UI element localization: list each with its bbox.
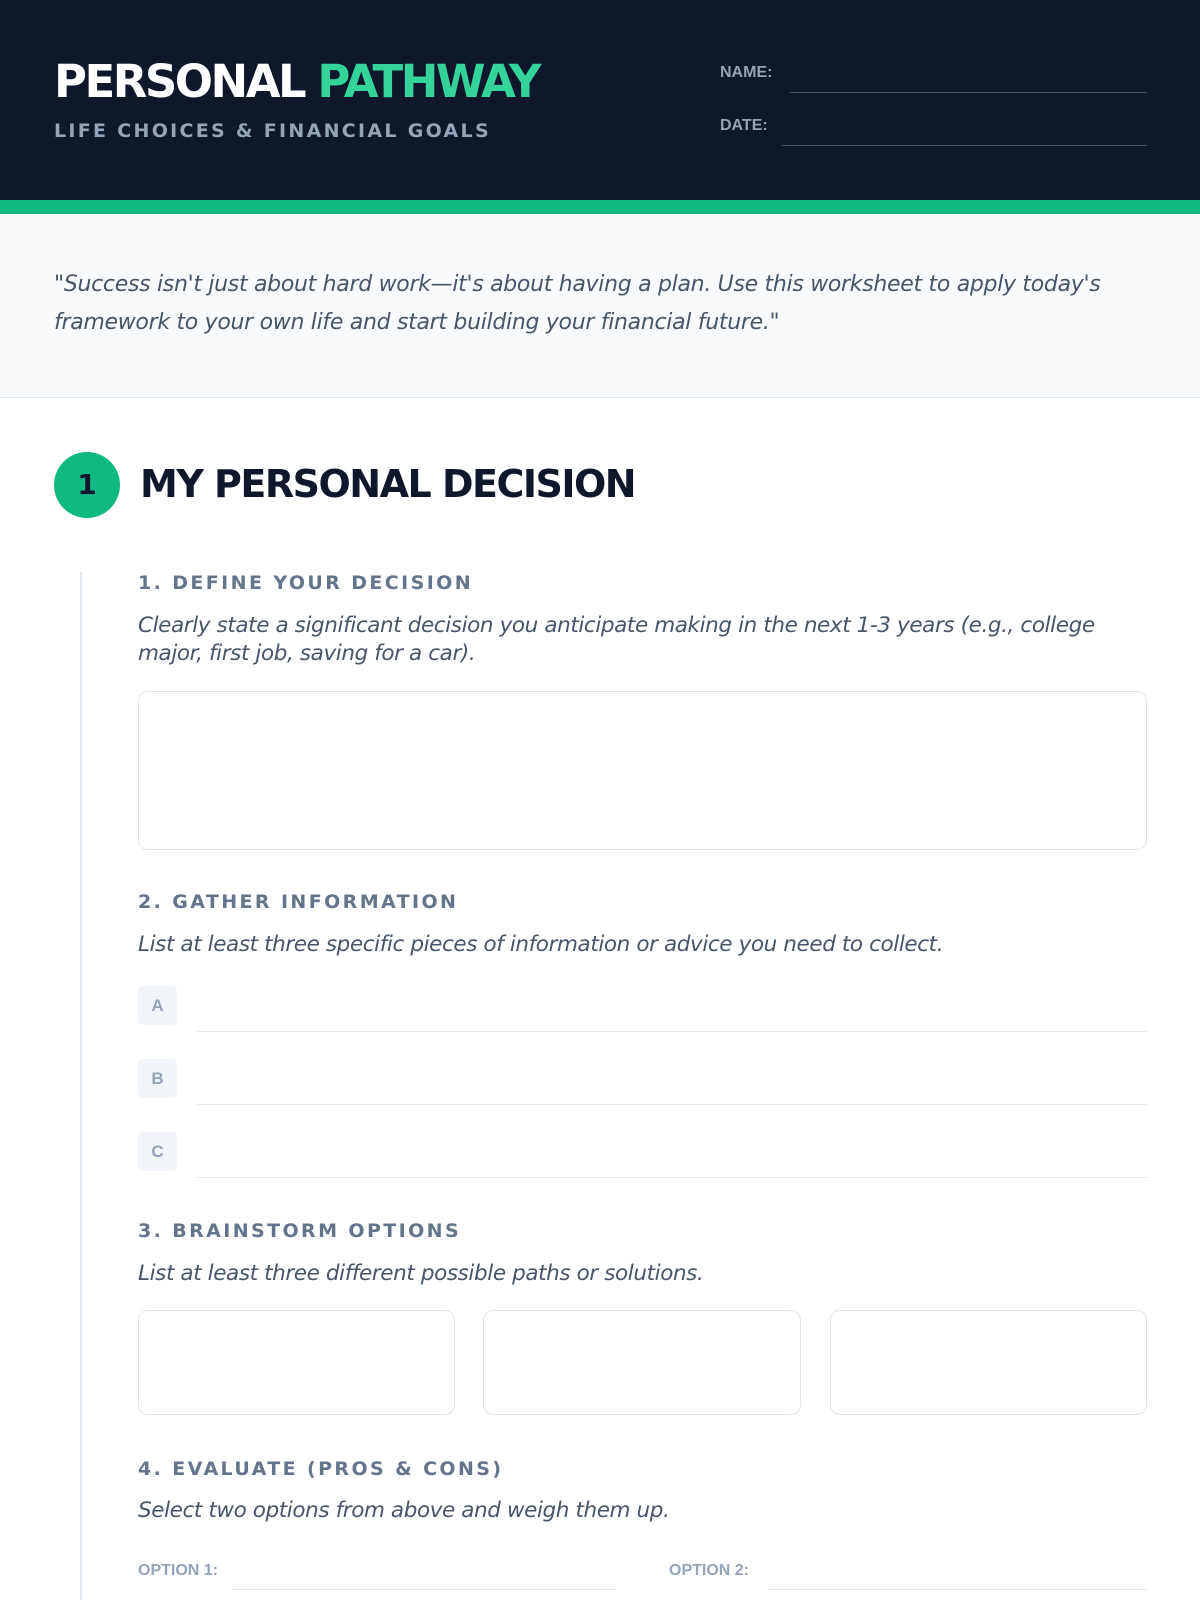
intro-quote: "Success isn't just about hard work—it's about having a plan. Use this worksheet to apply today's framework to your own life and start building your financial future.": [54, 272, 1101, 335]
name-field[interactable]: [790, 92, 1147, 93]
info-item-c-field[interactable]: [197, 1177, 1147, 1178]
option-box-3[interactable]: [830, 1310, 1147, 1415]
option-box-2[interactable]: [483, 1310, 801, 1415]
option-1-field[interactable]: [232, 1589, 616, 1590]
accent-stripe: [0, 200, 1200, 214]
section-rule: [80, 572, 82, 1600]
question-4-label: 4. EVALUATE (PROS & CONS): [138, 1458, 504, 1480]
date-field[interactable]: [782, 145, 1147, 146]
question-4-description: Select two options from above and weigh them up.: [138, 1498, 670, 1523]
question-2-label: 2. GATHER INFORMATION: [138, 891, 459, 913]
section-title: MY PERSONAL DECISION: [140, 462, 636, 506]
question-1-label: 1. DEFINE YOUR DECISION: [138, 572, 474, 594]
decision-answer-box[interactable]: [138, 691, 1147, 850]
title-part-pathway: PATHWAY: [317, 55, 540, 108]
question-1-description: Clearly state a significant decision you anticipate making in the next 1-3 years (e.g., college major, first job, saving for a car).: [138, 613, 1095, 666]
worksheet-header: [0, 0, 1200, 200]
option-box-1[interactable]: [138, 1310, 455, 1415]
question-3-description: List at least three different possible paths or solutions.: [138, 1261, 704, 1286]
title-part-personal: PERSONAL: [54, 55, 305, 108]
question-2-description: List at least three specific pieces of information or advice you need to collect.: [138, 932, 944, 957]
question-3-label: 3. BRAINSTORM OPTIONS: [138, 1220, 462, 1242]
option-1-label: OPTION 1:: [138, 1562, 219, 1579]
name-label: NAME:: [720, 64, 773, 81]
info-item-a-field[interactable]: [197, 1031, 1147, 1032]
worksheet-subtitle: LIFE CHOICES & FINANCIAL GOALS: [54, 120, 491, 142]
info-item-b-field[interactable]: [197, 1104, 1147, 1105]
section-number-badge: 1: [54, 452, 120, 518]
worksheet-title: [54, 52, 539, 112]
option-2-label: OPTION 2:: [669, 1562, 750, 1579]
info-item-c-badge: C: [138, 1132, 177, 1171]
date-label: DATE:: [720, 117, 768, 134]
info-item-a-badge: A: [138, 986, 177, 1025]
option-2-field[interactable]: [768, 1589, 1147, 1590]
info-item-b-badge: B: [138, 1059, 177, 1098]
